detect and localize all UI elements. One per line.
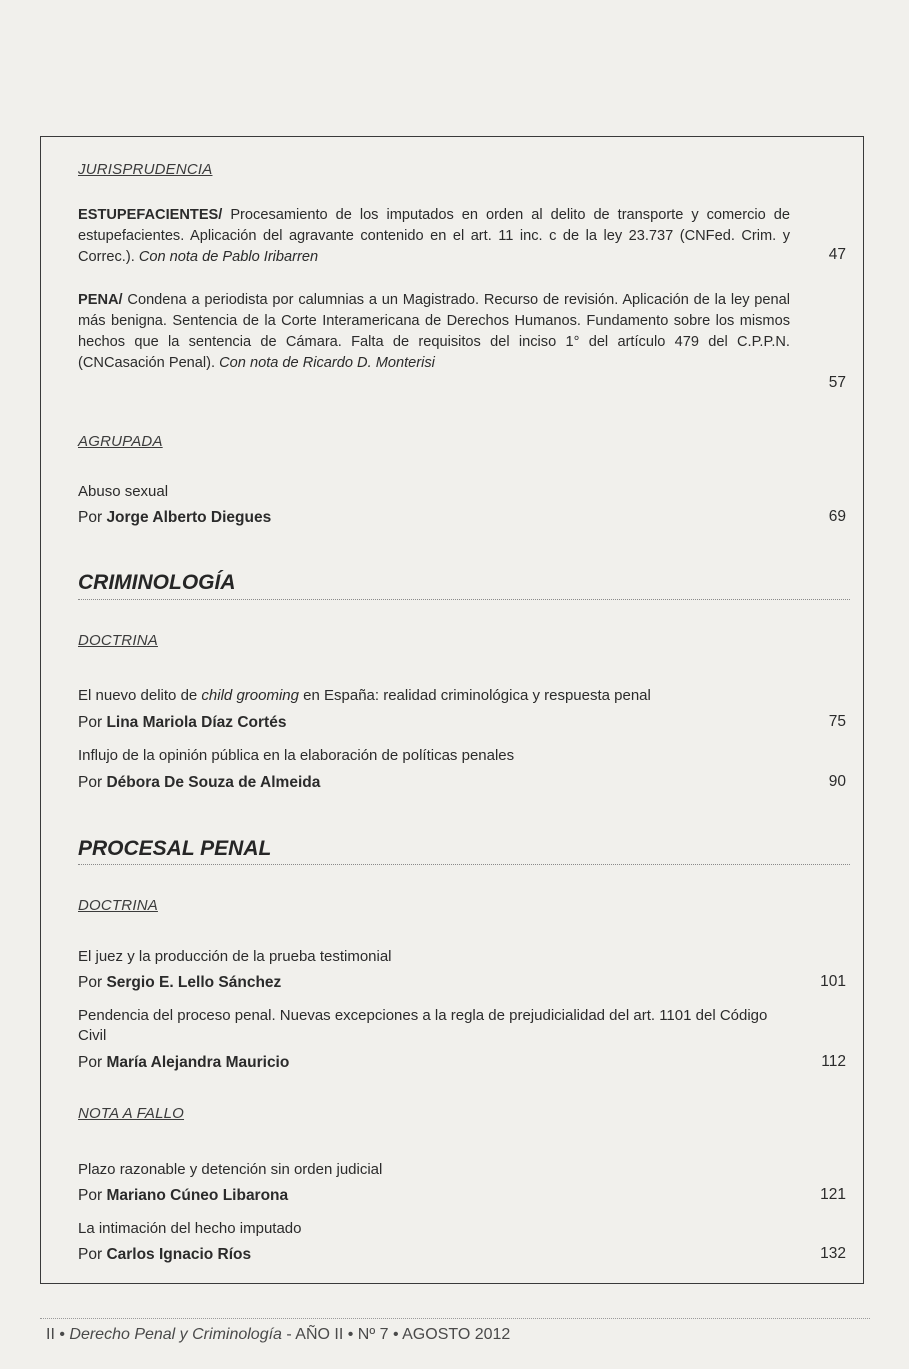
entry-title: El juez y la producción de la prueba testimonial (78, 948, 392, 965)
agrupada-heading: AGRUPADA (78, 433, 163, 450)
entry-author-line (78, 773, 320, 793)
page-number: 75 (828, 713, 846, 730)
entry-author-line (78, 973, 281, 993)
by-prefix: Por (78, 714, 107, 731)
page-number: 101 (820, 973, 846, 990)
section-divider (78, 599, 850, 600)
section-title-procesal-penal: PROCESAL PENAL (78, 837, 272, 860)
page-number: 132 (820, 1245, 846, 1262)
entry-author-line (78, 1053, 289, 1073)
footer-divider (40, 1318, 870, 1319)
entry-author-line (78, 713, 286, 733)
by-prefix: Por (78, 1054, 107, 1071)
entry-title: Influjo de la opinión pública en la elaboración de políticas penales (78, 747, 515, 764)
entry-note: Con nota de Pablo Iribarren (138, 249, 319, 265)
entry-text: Condena a periodista por calumnias a un Magistrado. Recurso de revisión. Aplicación de la ley penal más benigna. Sentencia de la Corte Interamericana de Derechos Humanos. Fundamento sobre los mismos hechos que la sentencia de Cámara. Falta de requisitos del inciso 1° del artículo 479 del C.P.P.N. (CNCasación Penal). (78, 292, 790, 371)
entry-author-line (78, 508, 271, 528)
footer-journal-title: Derecho Penal y Criminología (69, 1326, 282, 1343)
entry-author-line (78, 1245, 251, 1265)
entry-pena (78, 290, 790, 374)
footer-issue: - AÑO II • Nº 7 • AGOSTO 2012 (281, 1326, 511, 1343)
title-italic: child grooming (201, 687, 299, 704)
page-number: 57 (828, 374, 846, 391)
entry-author-line (78, 1186, 288, 1206)
by-prefix: Por (78, 774, 107, 791)
jurisprudencia-heading: JURISPRUDENCIA (78, 161, 213, 178)
author-name: María Alejandra Mauricio (106, 1054, 290, 1071)
footer-separator: • (54, 1326, 70, 1343)
author-name: Mariano Cúneo Libarona (106, 1187, 289, 1204)
section-divider (78, 864, 850, 865)
entry-title: La intimación del hecho imputado (78, 1220, 302, 1237)
nota-a-fallo-heading: NOTA A FALLO (78, 1105, 185, 1122)
author-name: Débora De Souza de Almeida (106, 774, 321, 791)
entry-title: Pendencia del proceso penal. Nuevas excepciones a la regla de prejudicialidad del art. 1101 del Código Civil (78, 1007, 768, 1044)
entry-title: ESTUPEFACIENTES/ (78, 207, 223, 223)
section-title-criminologia: CRIMINOLOGÍA (78, 571, 236, 594)
entry-estupefacientes (78, 205, 790, 268)
by-prefix: Por (78, 1187, 107, 1204)
entry-title: Abuso sexual (78, 483, 169, 500)
page-number: 69 (828, 508, 846, 525)
entry-note: Con nota de Ricardo D. Monterisi (219, 355, 435, 371)
title-part: El nuevo delito de (78, 687, 202, 704)
entry-title (78, 686, 651, 706)
title-part: en España: realidad criminológica y respuesta penal (298, 687, 651, 704)
page-number: 47 (828, 246, 846, 263)
footer (46, 1326, 510, 1344)
author-name: Sergio E. Lello Sánchez (106, 974, 282, 991)
entry-text: Procesamiento de los imputados en orden al delito de transporte y comercio de estupefacientes. Aplicación del agravante contenido en el art. 11 inc. c de la ley 23.737 (CNFed. Crim. y Correc.). (78, 207, 790, 265)
author-name: Carlos Ignacio Ríos (106, 1246, 252, 1263)
by-prefix: Por (78, 1246, 107, 1263)
entry-title: Plazo razonable y detención sin orden judicial (78, 1161, 383, 1178)
footer-page-numeral: II (46, 1326, 55, 1343)
page-number: 112 (821, 1053, 846, 1070)
entry-title: PENA/ (78, 292, 123, 308)
doctrina-heading: DOCTRINA (78, 897, 158, 914)
by-prefix: Por (78, 974, 107, 991)
by-prefix: Por (78, 509, 107, 526)
page-number: 121 (820, 1186, 846, 1203)
author-name: Lina Mariola Díaz Cortés (106, 714, 287, 731)
page-number: 90 (828, 773, 846, 790)
doctrina-heading: DOCTRINA (78, 632, 158, 649)
author-name: Jorge Alberto Diegues (106, 509, 272, 526)
